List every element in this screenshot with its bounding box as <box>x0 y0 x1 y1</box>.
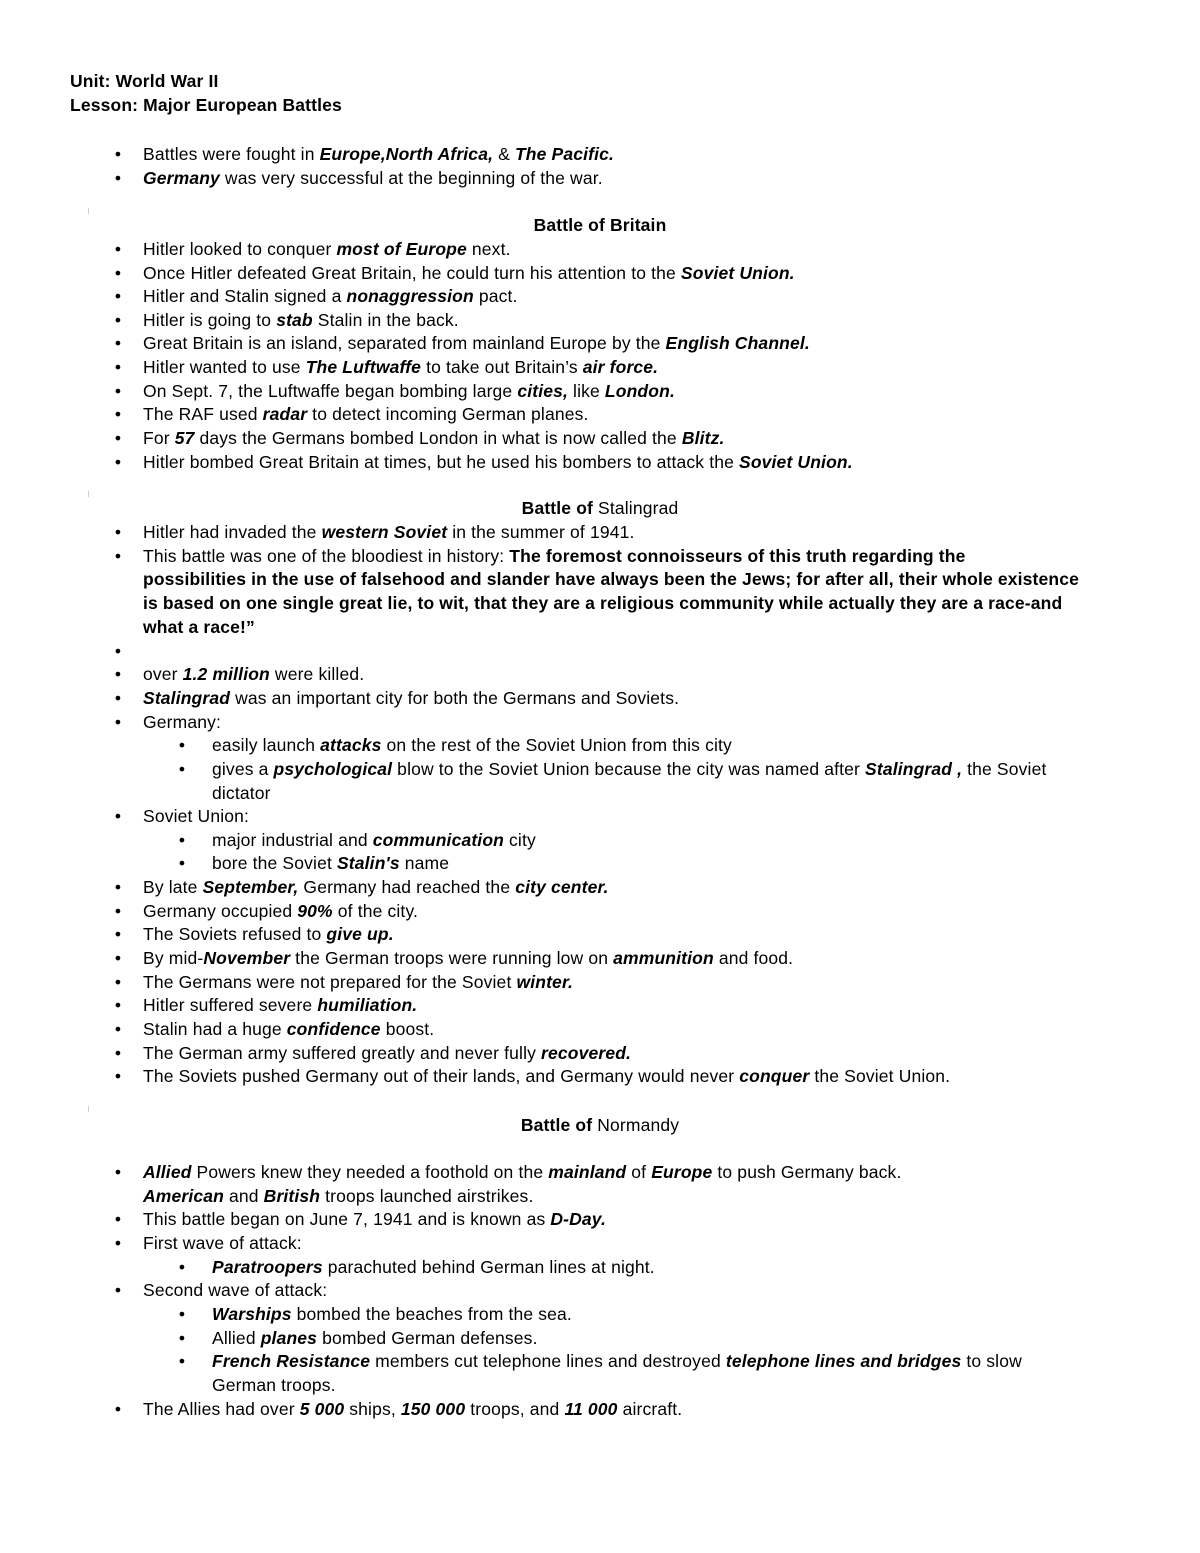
text-run: German troops. <box>212 1375 336 1395</box>
text-run: winter. <box>516 972 573 992</box>
text-run: boost. <box>380 1019 435 1039</box>
text-run: Great Britain is an island, separated from mainland Europe by the <box>143 333 666 353</box>
text-run: 90% <box>297 901 333 921</box>
bullet-icon: • <box>114 333 122 353</box>
text-run: the German troops were running low on <box>290 948 614 968</box>
text-run: give up. <box>326 924 394 944</box>
text-run: Hitler wanted to use <box>143 357 306 377</box>
text-run: attacks <box>320 735 382 755</box>
text-run: city <box>504 830 536 850</box>
list-item-text <box>212 1256 655 1279</box>
bullet-icon: • <box>114 1280 122 1300</box>
text-run: November <box>203 948 291 968</box>
text-run: Battle of Britain <box>533 215 667 235</box>
text-run: parachuted behind German lines at night. <box>322 1257 655 1277</box>
text-run: bombed German defenses. <box>317 1328 538 1348</box>
list-item-text <box>143 711 221 734</box>
section-heading <box>0 214 1200 237</box>
text-run: in the summer of 1941. <box>447 522 635 542</box>
text-run: aircraft. <box>617 1399 683 1419</box>
list-item-text <box>212 1303 572 1326</box>
text-run: American <box>143 1186 224 1206</box>
text-run: The Pacific. <box>514 144 615 164</box>
unit-title: Unit: World War II <box>70 71 219 91</box>
list-item-text <box>212 1327 538 1350</box>
bullet-icon: • <box>178 853 186 873</box>
bullet-icon: • <box>114 664 122 684</box>
list-item-text <box>143 380 675 403</box>
text-run: on the rest of the Soviet Union from this city <box>381 735 732 755</box>
list-item-text <box>143 1065 950 1088</box>
text-run: Europe <box>651 1162 713 1182</box>
text-run: communication <box>372 830 505 850</box>
list-item-text <box>143 545 965 568</box>
list-item-text <box>212 1374 336 1397</box>
bullet-icon: • <box>114 641 122 661</box>
list-item-text <box>143 1232 302 1255</box>
bullet-icon: • <box>114 404 122 424</box>
list-item-text <box>143 309 459 332</box>
list-item-text <box>143 592 1062 615</box>
text-run: dictator <box>212 783 271 803</box>
text-run: most of Europe <box>336 239 467 259</box>
text-run: Once Hitler defeated Great Britain, he could turn his attention to the <box>143 263 681 283</box>
text-run: and food. <box>713 948 794 968</box>
list-item-text <box>143 1208 606 1231</box>
text-run: The Soviets pushed Germany out of their lands, and Germany would never <box>143 1066 740 1086</box>
list-item-text <box>212 734 732 757</box>
text-run: troops, and <box>465 1399 565 1419</box>
list-item-text <box>143 1185 533 1208</box>
text-run: Europe,North Africa, <box>319 144 494 164</box>
text-run: the Soviet Union. <box>809 1066 951 1086</box>
text-run: was very successful at the beginning of the war. <box>219 168 603 188</box>
bullet-icon: • <box>114 1019 122 1039</box>
list-item-text <box>143 1398 682 1421</box>
bullet-icon: • <box>114 924 122 944</box>
text-run: ammunition <box>613 948 714 968</box>
text-run: Soviet Union: <box>143 806 250 826</box>
text-run: was an important city for both the Germans and Soviets. <box>230 688 680 708</box>
list-item-text <box>212 829 536 852</box>
text-run: By mid- <box>143 948 204 968</box>
text-run: D-Day. <box>550 1209 607 1229</box>
section-heading <box>0 1114 1200 1137</box>
bullet-icon: • <box>178 759 186 779</box>
text-run: of the city. <box>332 901 419 921</box>
text-run: The Allies had over <box>143 1399 300 1419</box>
bullet-icon: • <box>114 168 122 188</box>
text-run: over <box>143 664 183 684</box>
text-run: telephone lines and bridges <box>725 1351 962 1371</box>
list-item-text <box>143 238 511 261</box>
text-run: like <box>568 381 605 401</box>
text-run: The Luftwaffe <box>305 357 422 377</box>
list-item-text <box>143 332 810 355</box>
text-run: The RAF used <box>143 404 263 424</box>
bullet-icon: • <box>114 948 122 968</box>
list-item-text <box>212 1350 1022 1373</box>
text-run: Soviet Union. <box>680 263 795 283</box>
text-run: The Germans were not prepared for the Soviet <box>143 972 517 992</box>
list-item-text <box>212 852 449 875</box>
text-run: to take out Britain’s <box>421 357 583 377</box>
text-run: On Sept. 7, the Luftwaffe began bombing large <box>143 381 518 401</box>
text-run: Battles were fought in <box>143 144 320 164</box>
text-run: were killed. <box>269 664 365 684</box>
text-run: air force. <box>582 357 659 377</box>
bullet-icon: • <box>114 877 122 897</box>
text-run: Hitler had invaded the <box>143 522 322 542</box>
text-run: Hitler is going to <box>143 310 277 330</box>
text-run: possibilities in the use of falsehood and slander have always been the Jews; for after all, their whole existence <box>143 569 1079 589</box>
text-run: 5 000 <box>299 1399 345 1419</box>
text-run: cities, <box>517 381 569 401</box>
text-run: Stalingrad <box>598 498 679 518</box>
bullet-icon: • <box>178 1328 186 1348</box>
text-run: psychological <box>273 759 393 779</box>
text-run: Germany had reached the <box>298 877 516 897</box>
text-run: Blitz. <box>681 428 725 448</box>
list-item-text <box>143 568 1079 591</box>
text-run: planes <box>260 1328 318 1348</box>
bullet-icon: • <box>114 310 122 330</box>
bullet-icon: • <box>114 546 122 566</box>
text-run: English Channel. <box>665 333 810 353</box>
bullet-icon: • <box>178 1304 186 1324</box>
text-run: to slow <box>961 1351 1022 1371</box>
bullet-icon: • <box>114 1233 122 1253</box>
text-run: Hitler suffered severe <box>143 995 318 1015</box>
text-run: Hitler looked to conquer <box>143 239 337 259</box>
text-run: Germany occupied <box>143 901 298 921</box>
bullet-icon: • <box>114 452 122 472</box>
list-item-text <box>143 427 725 450</box>
bullet-icon: • <box>114 286 122 306</box>
text-run: days the Germans bombed London in what is now called the <box>194 428 682 448</box>
text-run: London. <box>604 381 675 401</box>
text-run: Stalingrad <box>143 688 231 708</box>
bullet-icon: • <box>114 1162 122 1182</box>
text-run: French Resistance <box>212 1351 371 1371</box>
bullet-icon: • <box>114 712 122 732</box>
list-item-text <box>143 616 255 639</box>
text-run: & <box>493 144 515 164</box>
list-item-text <box>143 994 417 1017</box>
bullet-icon: • <box>114 263 122 283</box>
text-run: Normandy <box>597 1115 680 1135</box>
bullet-icon: • <box>114 1209 122 1229</box>
list-item-text <box>212 782 271 805</box>
paragraph-marker <box>88 1106 89 1112</box>
text-run: next. <box>466 239 511 259</box>
list-item-text <box>143 947 793 970</box>
text-run: gives a <box>212 759 274 779</box>
list-item-text <box>143 1018 434 1041</box>
list-item-text <box>143 1161 901 1184</box>
text-run: The Soviets refused to <box>143 924 327 944</box>
text-run: humiliation. <box>317 995 418 1015</box>
text-run: Stalin in the back. <box>312 310 459 330</box>
text-run: easily launch <box>212 735 321 755</box>
text-run: of <box>626 1162 652 1182</box>
bullet-icon: • <box>114 239 122 259</box>
bullet-icon: • <box>178 830 186 850</box>
section-heading <box>0 497 1200 520</box>
text-run: Stalin had a huge <box>143 1019 287 1039</box>
text-run: to detect incoming German planes. <box>307 404 589 424</box>
bullet-icon: • <box>114 522 122 542</box>
text-run: First wave of attack: <box>143 1233 302 1253</box>
bullet-icon: • <box>114 144 122 164</box>
bullet-icon: • <box>114 688 122 708</box>
list-item-text <box>143 403 589 426</box>
list-item-text <box>143 876 608 899</box>
text-run: bore the Soviet <box>212 853 337 873</box>
list-item-text <box>143 663 364 686</box>
text-run: to push Germany back. <box>712 1162 902 1182</box>
bullet-icon: • <box>114 1066 122 1086</box>
bullet-icon: • <box>114 381 122 401</box>
text-run: 11 000 <box>564 1399 618 1419</box>
text-run: September, <box>202 877 299 897</box>
text-run: city center. <box>515 877 609 897</box>
list-item-text <box>143 451 853 474</box>
bullet-icon: • <box>114 1399 122 1419</box>
text-run: Warships <box>212 1304 292 1324</box>
text-run: Soviet Union. <box>739 452 853 472</box>
text-run: 57 <box>174 428 195 448</box>
text-run: British <box>263 1186 321 1206</box>
text-run: stab <box>276 310 313 330</box>
text-run: name <box>399 853 450 873</box>
text-run: 150 000 <box>400 1399 466 1419</box>
text-run: Battle of <box>521 498 599 518</box>
text-run: the Soviet <box>962 759 1047 779</box>
bullet-icon: • <box>114 357 122 377</box>
text-run: troops launched airstrikes. <box>320 1186 534 1206</box>
text-run: recovered. <box>541 1043 632 1063</box>
text-run: members cut telephone lines and destroyed <box>370 1351 726 1371</box>
text-run: This battle began on June 7, 1941 and is known as <box>143 1209 551 1229</box>
list-item-text <box>143 687 679 710</box>
text-run: radar <box>262 404 308 424</box>
text-run: Powers knew they needed a foothold on the <box>191 1162 549 1182</box>
list-item-text <box>143 143 614 166</box>
text-run: ships, <box>344 1399 401 1419</box>
list-item-text <box>143 900 418 923</box>
text-run: Battle of <box>520 1115 598 1135</box>
list-item-text <box>143 805 249 828</box>
text-run: Hitler bombed Great Britain at times, but he used his bombers to attack the <box>143 452 739 472</box>
text-run: major industrial and <box>212 830 373 850</box>
bullet-icon: • <box>114 972 122 992</box>
lesson-title: Lesson: Major European Battles <box>70 95 342 115</box>
text-run: mainland <box>548 1162 627 1182</box>
text-run: Paratroopers <box>212 1257 323 1277</box>
list-item-text <box>143 1279 327 1302</box>
text-run: Hitler and Stalin signed a <box>143 286 347 306</box>
text-run: Allied <box>212 1328 261 1348</box>
text-run: and <box>223 1186 264 1206</box>
text-run: This battle was one of the bloodiest in history: <box>143 546 510 566</box>
text-run: The German army suffered greatly and never fully <box>143 1043 542 1063</box>
list-item-text <box>143 1042 631 1065</box>
list-item-text <box>143 971 573 994</box>
list-item-text <box>143 262 795 285</box>
list-item-text <box>143 923 394 946</box>
text-run: conquer <box>739 1066 810 1086</box>
text-run: Second wave of attack: <box>143 1280 328 1300</box>
text-run: pact. <box>473 286 518 306</box>
list-item-text <box>143 285 518 308</box>
text-run: By late <box>143 877 203 897</box>
bullet-icon: • <box>178 1257 186 1277</box>
text-run: For <box>143 428 175 448</box>
text-run: confidence <box>286 1019 381 1039</box>
list-item-text <box>212 758 1046 781</box>
text-run: what a race!” <box>143 617 255 637</box>
text-run: 1.2 million <box>182 664 270 684</box>
bullet-icon: • <box>114 995 122 1015</box>
text-run: blow to the Soviet Union because the city was named after <box>392 759 866 779</box>
list-item-text <box>143 167 603 190</box>
bullet-icon: • <box>114 428 122 448</box>
text-run: The foremost connoisseurs of this truth regarding the <box>509 546 966 566</box>
text-run: bombed the beaches from the sea. <box>291 1304 572 1324</box>
bullet-icon: • <box>114 806 122 826</box>
list-item-text <box>143 356 658 379</box>
text-run: nonaggression <box>346 286 474 306</box>
bullet-icon: • <box>114 1043 122 1063</box>
text-run: Germany <box>143 168 220 188</box>
text-run: Stalingrad , <box>865 759 963 779</box>
list-item-text <box>143 521 634 544</box>
text-run: Allied <box>143 1162 192 1182</box>
bullet-icon: • <box>178 1351 186 1371</box>
text-run: is based on one single great lie, to wit, that they are a religious community while actually they are a race-and <box>143 593 1063 613</box>
text-run: Stalin's <box>336 853 400 873</box>
text-run: Germany: <box>143 712 222 732</box>
bullet-icon: • <box>114 901 122 921</box>
bullet-icon: • <box>178 735 186 755</box>
text-run: western Soviet <box>321 522 448 542</box>
